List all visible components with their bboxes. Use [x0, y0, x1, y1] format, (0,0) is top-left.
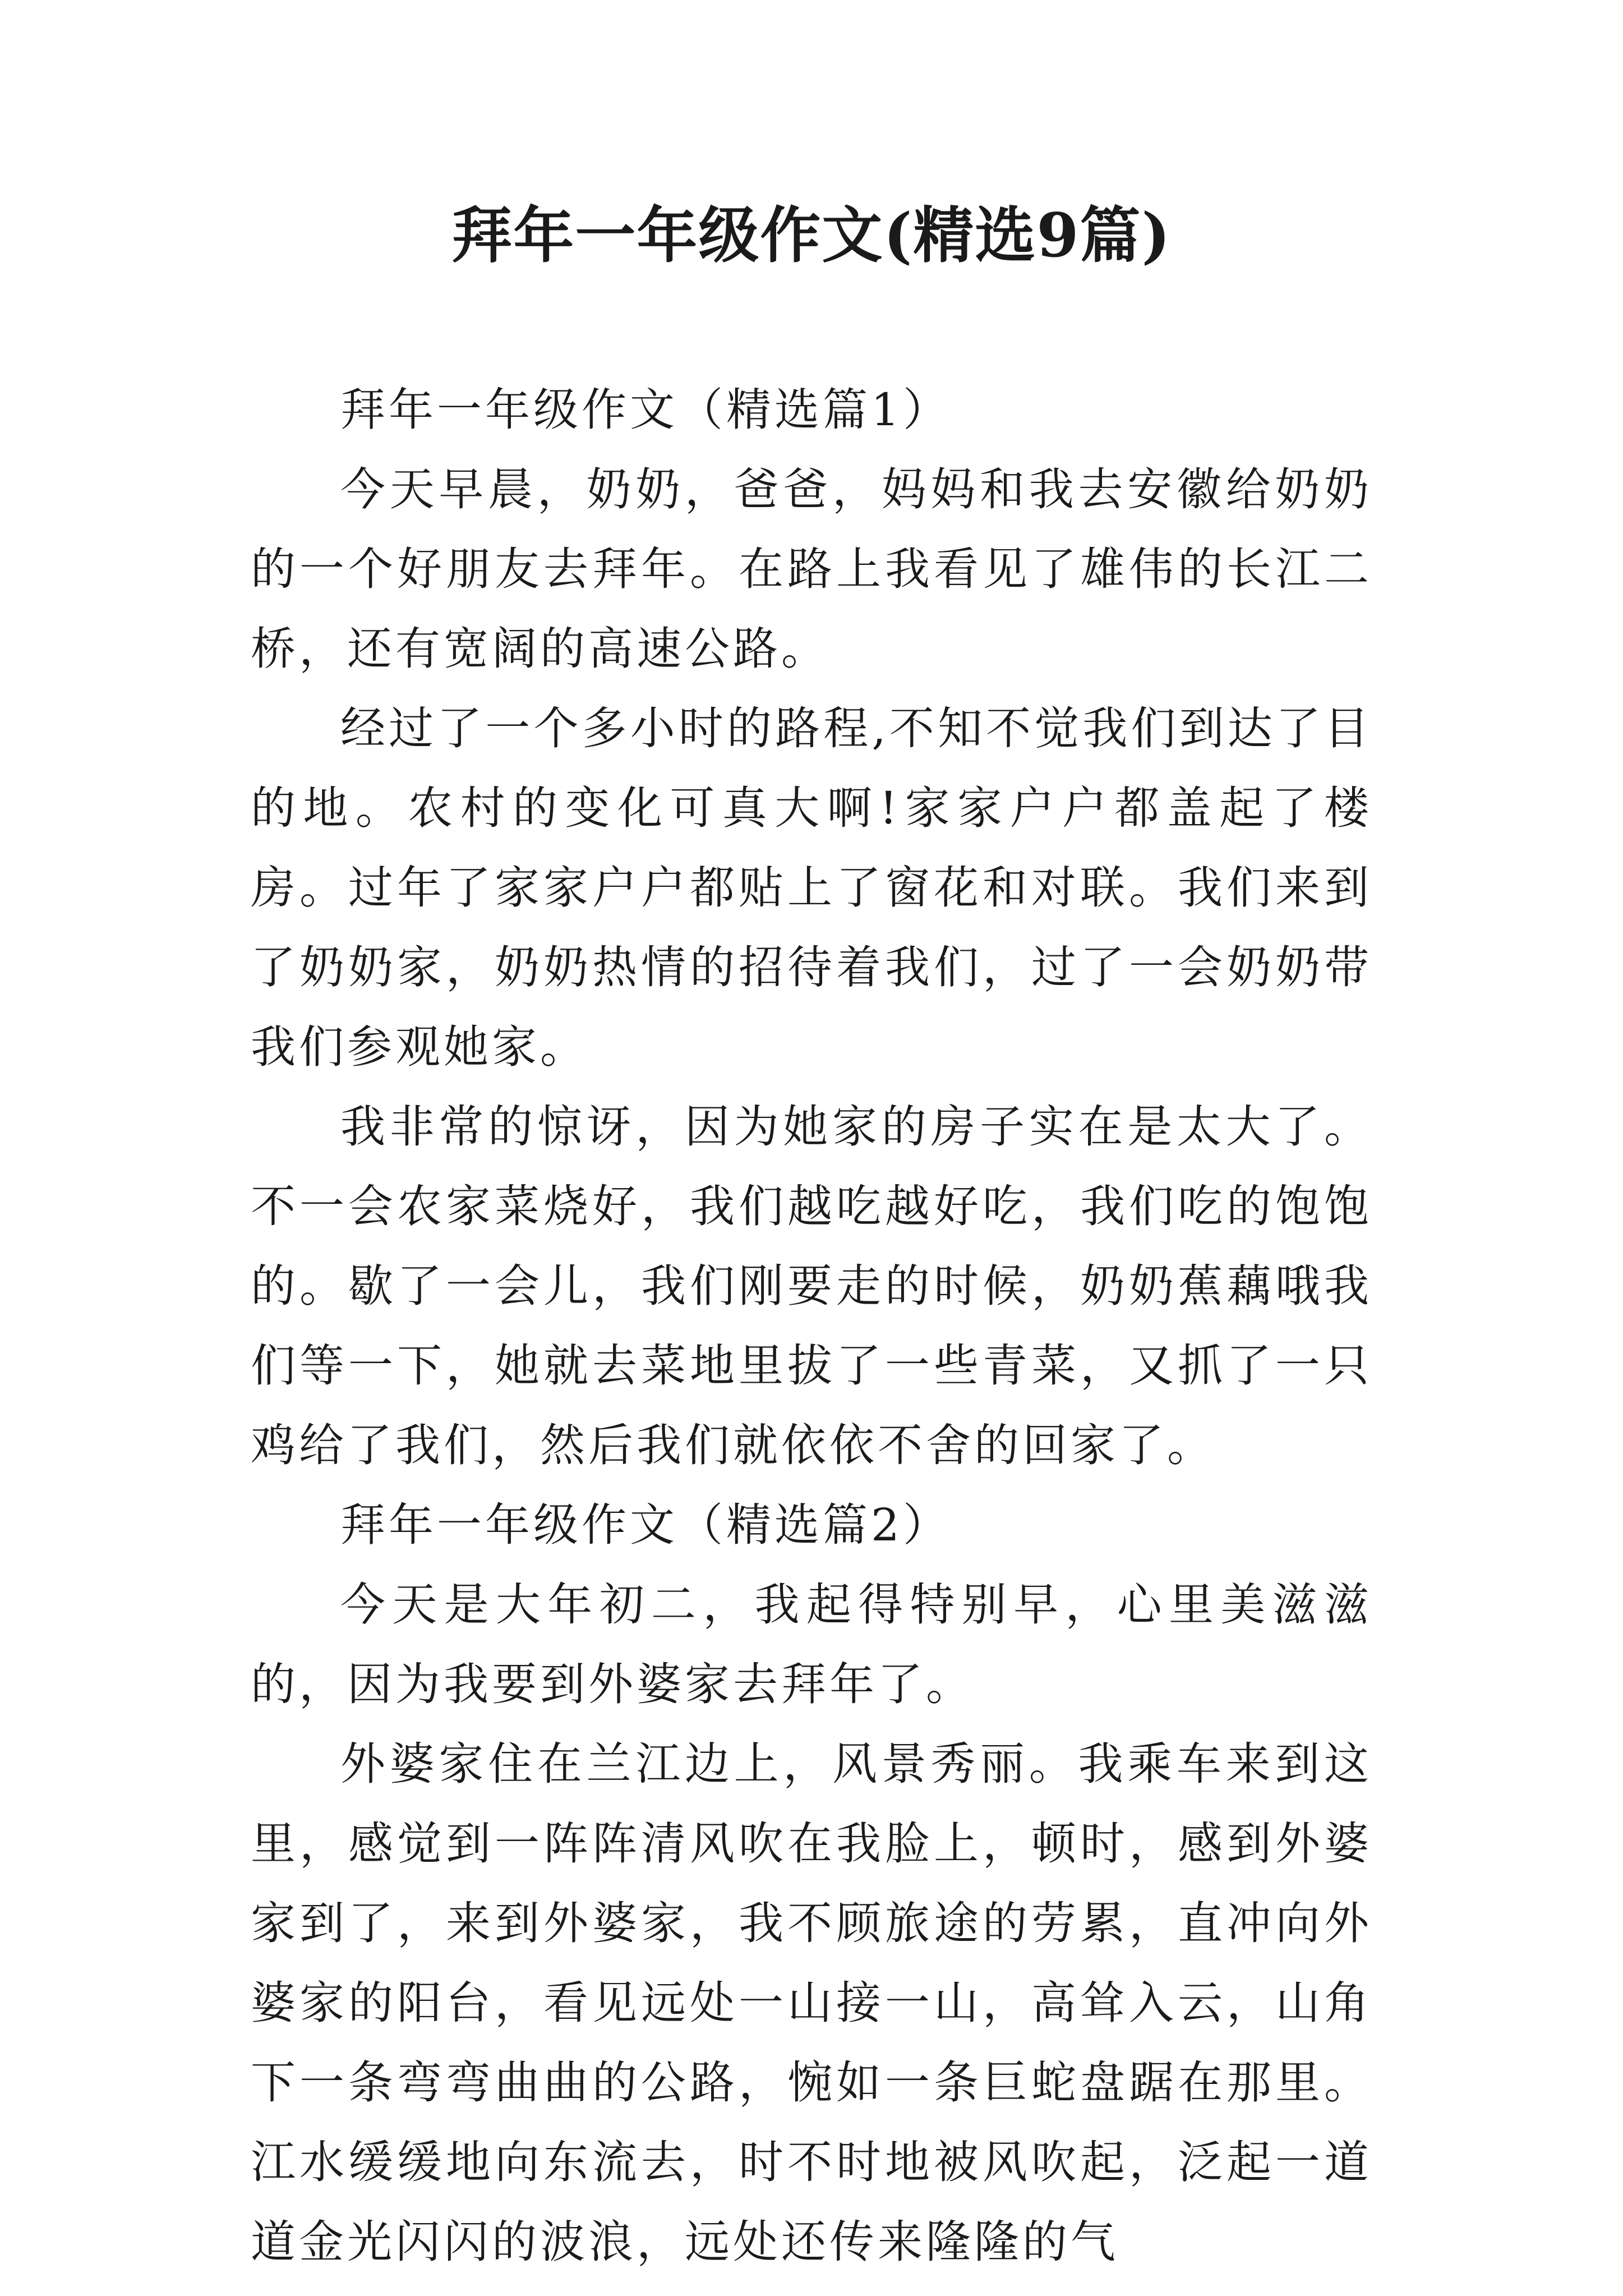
- paragraph: 经过了一个多小时的路程,不知不觉我们到达了目的地。农村的变化可真大啊!家家户户都盖起了楼房。过年了家家户户都贴上了窗花和对联。我们来到了奶奶家，奶奶热情的招待着我们，过了一会奶奶带我们参观她家。: [251, 702, 1372, 1073]
- section-2: [251, 1485, 1372, 2282]
- paragraph: 今天是大年初二，我起得特别早，心里美滋滋的，因为我要到外婆家去拜年了。: [251, 1579, 1372, 1710]
- paragraph: 外婆家住在兰江边上，风景秀丽。我乘车来到这里，感觉到一阵阵清风吹在我脸上，顿时，感到外婆家到了，来到外婆家，我不顾旅途的劳累，直冲向外婆家的阳台，看见远处一山接一山，高耸入云，山角下一条弯弯曲曲的公路，惋如一条巨蛇盘踞在那里。江水缓缓地向东流去，时不时地被风吹起，泛起一道道金光闪闪的波浪，远处还传来隆隆的气: [251, 1738, 1372, 2268]
- section-heading: 拜年一年级作文（精选篇1）: [340, 384, 951, 436]
- paragraph: 今天早晨，奶奶，爸爸，妈妈和我去安徽给奶奶的一个好朋友去拜年。在路上我看见了雄伟的长江二桥，还有宽阔的高速公路。: [251, 463, 1372, 675]
- document-body: [251, 370, 1372, 2282]
- paragraph: 我非常的惊讶，因为她家的房子实在是太大了。不一会农家菜烧好，我们越吃越好吃，我们吃的饱饱的。歇了一会儿，我们刚要走的时候，奶奶蕉藕哦我们等一下，她就去菜地里拔了一些青菜，又抓了一只鸡给了我们，然后我们就依依不舍的回家了。: [251, 1101, 1372, 1471]
- document-title: 拜年一年级作文(精选9篇): [451, 200, 1172, 271]
- section-heading: 拜年一年级作文（精选篇2）: [340, 1499, 951, 1551]
- section-1: [251, 370, 1372, 1485]
